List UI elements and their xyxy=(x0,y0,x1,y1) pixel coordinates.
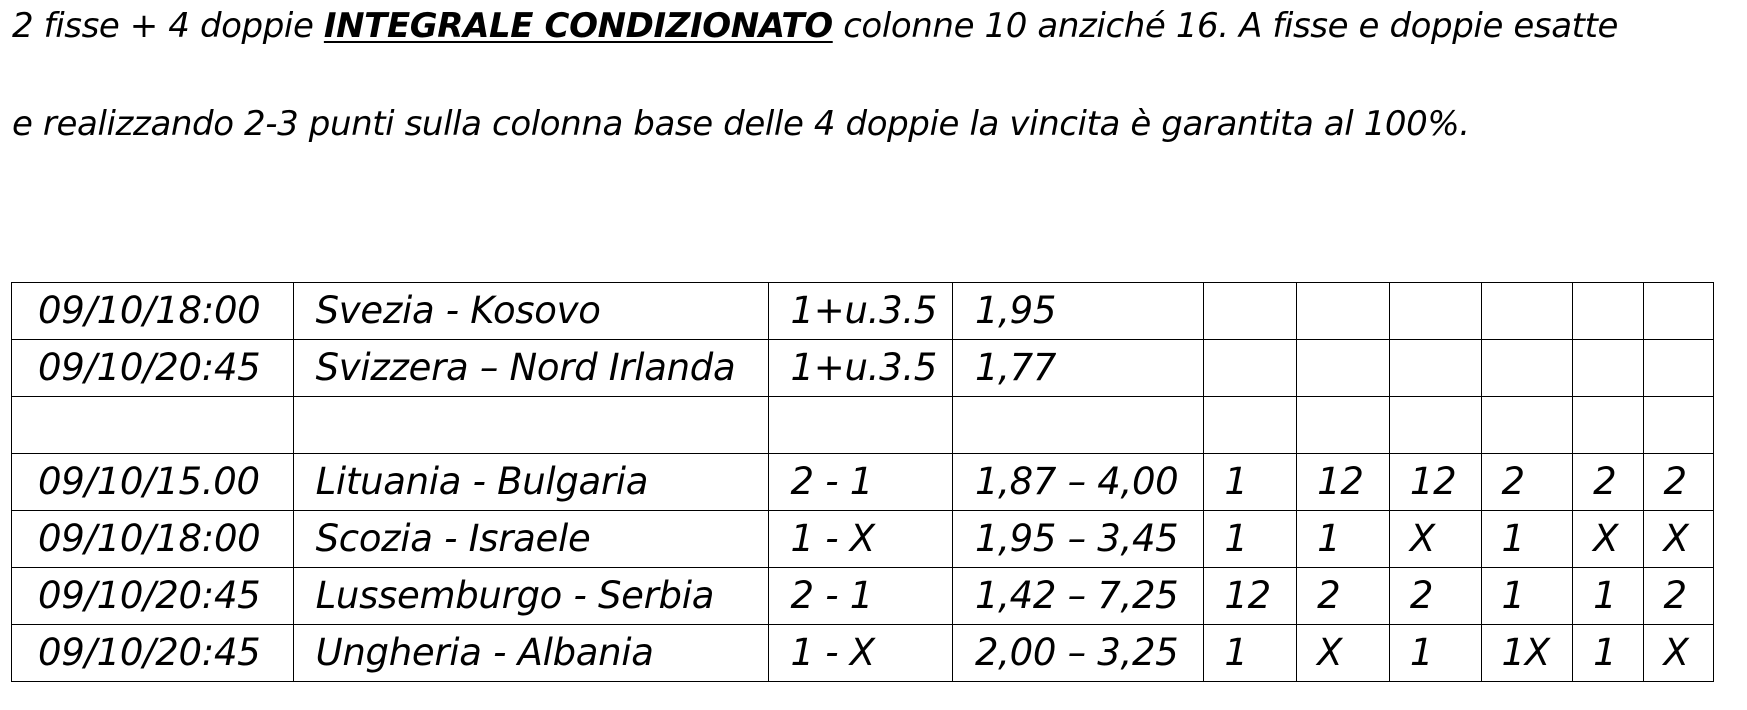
column-cell: 12 xyxy=(1389,454,1481,511)
column-cell: 1 xyxy=(1204,625,1297,682)
match-date: 09/10/20:45 xyxy=(12,568,294,625)
empty-cell xyxy=(1643,397,1713,454)
table-row xyxy=(12,511,1714,568)
match-teams: Svezia - Kosovo xyxy=(293,283,768,340)
column-cell: 1 xyxy=(1481,511,1573,568)
match-schedule-table xyxy=(11,282,1714,682)
intro-text: colonne 10 anziché 16. A fisse e doppie esatte xyxy=(832,6,1619,46)
table-row xyxy=(12,340,1714,397)
column-cell: 12 xyxy=(1297,454,1390,511)
match-odds: 1,42 – 7,25 xyxy=(952,568,1203,625)
empty-cell xyxy=(1297,397,1390,454)
empty-cell xyxy=(1573,397,1643,454)
empty-cell xyxy=(768,397,952,454)
empty-cell xyxy=(12,397,294,454)
column-cell xyxy=(1204,340,1297,397)
intro-line-1 xyxy=(12,6,1618,46)
column-cell xyxy=(1643,283,1713,340)
column-cell: 2 xyxy=(1481,454,1573,511)
column-cell xyxy=(1573,283,1643,340)
match-date: 09/10/18:00 xyxy=(12,511,294,568)
column-cell xyxy=(1481,340,1573,397)
table-row xyxy=(12,625,1714,682)
column-cell xyxy=(1643,340,1713,397)
match-date: 09/10/15.00 xyxy=(12,454,294,511)
column-cell: 12 xyxy=(1204,568,1297,625)
column-cell: 1 xyxy=(1573,568,1643,625)
match-odds: 1,77 xyxy=(952,340,1203,397)
match-date: 09/10/18:00 xyxy=(12,283,294,340)
match-date: 09/10/20:45 xyxy=(12,340,294,397)
column-cell: 2 xyxy=(1643,454,1713,511)
column-cell: X xyxy=(1643,511,1713,568)
column-cell: 2 xyxy=(1573,454,1643,511)
column-cell xyxy=(1204,283,1297,340)
column-cell: 1X xyxy=(1481,625,1573,682)
column-cell xyxy=(1573,340,1643,397)
match-bet: 2 - 1 xyxy=(768,568,952,625)
column-cell: 1 xyxy=(1481,568,1573,625)
column-cell: 1 xyxy=(1204,511,1297,568)
empty-cell xyxy=(293,397,768,454)
column-cell: X xyxy=(1389,511,1481,568)
column-cell: 1 xyxy=(1389,625,1481,682)
intro-emphasis: INTEGRALE CONDIZIONATO xyxy=(323,6,833,46)
empty-cell xyxy=(1481,397,1573,454)
intro-text: 2 fisse + 4 doppie xyxy=(12,6,324,46)
match-teams: Svizzera – Nord Irlanda xyxy=(293,340,768,397)
match-bet: 2 - 1 xyxy=(768,454,952,511)
match-bet: 1+u.3.5 xyxy=(768,340,952,397)
column-cell xyxy=(1389,283,1481,340)
column-cell: 2 xyxy=(1643,568,1713,625)
table-row-empty xyxy=(12,397,1714,454)
match-bet: 1+u.3.5 xyxy=(768,283,952,340)
column-cell xyxy=(1297,283,1390,340)
match-teams: Ungheria - Albania xyxy=(293,625,768,682)
column-cell xyxy=(1297,340,1390,397)
intro-line-2: e realizzando 2-3 punti sulla colonna base delle 4 doppie la vincita è garantita al 100%. xyxy=(12,104,1470,144)
empty-cell xyxy=(1389,397,1481,454)
empty-cell xyxy=(952,397,1203,454)
column-cell xyxy=(1481,283,1573,340)
column-cell: 2 xyxy=(1297,568,1390,625)
match-odds: 2,00 – 3,25 xyxy=(952,625,1203,682)
match-bet: 1 - X xyxy=(768,625,952,682)
table-row xyxy=(12,568,1714,625)
table-row xyxy=(12,283,1714,340)
column-cell xyxy=(1389,340,1481,397)
match-bet: 1 - X xyxy=(768,511,952,568)
column-cell: X xyxy=(1643,625,1713,682)
column-cell: 2 xyxy=(1389,568,1481,625)
column-cell: X xyxy=(1573,511,1643,568)
match-teams: Lituania - Bulgaria xyxy=(293,454,768,511)
match-odds: 1,87 – 4,00 xyxy=(952,454,1203,511)
match-teams: Scozia - Israele xyxy=(293,511,768,568)
empty-cell xyxy=(1204,397,1297,454)
column-cell: X xyxy=(1297,625,1390,682)
table-row xyxy=(12,454,1714,511)
column-cell: 1 xyxy=(1297,511,1390,568)
match-odds: 1,95 xyxy=(952,283,1203,340)
column-cell: 1 xyxy=(1573,625,1643,682)
column-cell: 1 xyxy=(1204,454,1297,511)
match-date: 09/10/20:45 xyxy=(12,625,294,682)
match-teams: Lussemburgo - Serbia xyxy=(293,568,768,625)
match-odds: 1,95 – 3,45 xyxy=(952,511,1203,568)
